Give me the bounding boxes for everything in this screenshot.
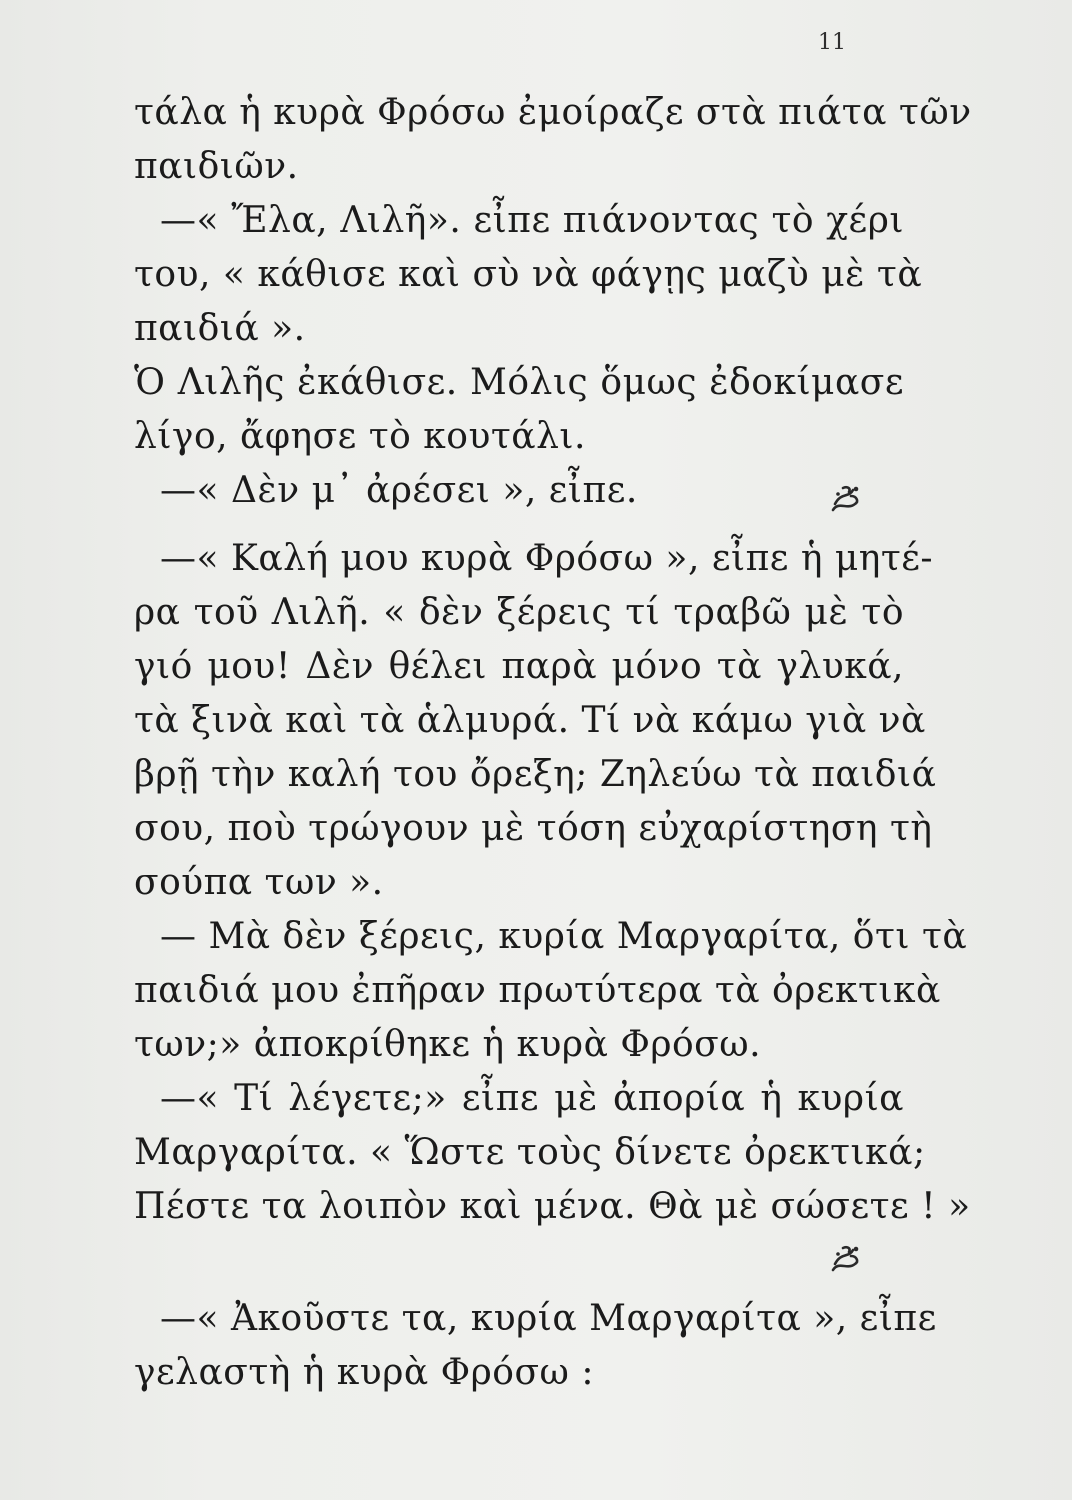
text-line: —« Τί λέγετε;» εἶπε μὲ ἀπορία ἡ κυρία [160, 1078, 904, 1119]
text-line: του, « κάθισε καὶ σὺ νὰ φάγῃς μαζὺ μὲ τὰ [134, 254, 923, 295]
text-line: παιδιά μου ἐπῆραν πρωτύτερα τὰ ὀρεκτικὰ [134, 970, 941, 1011]
text-line: τάλα ἡ κυρὰ Φρόσω ἐμοίραζε στὰ πιάτα τῶν [134, 92, 972, 133]
text-line: σου, ποὺ τρώγουν μὲ τόση εὐχαρίστηση τὴ [134, 808, 933, 849]
text-line: Ὁ Λιλῆς ἐκάθισε. Μόλις ὅμως ἐδοκίμασε [134, 362, 904, 403]
text-line: τὰ ξινὰ καὶ τὰ ἁλμυρά. Τί νὰ κάμω γιὰ νὰ [134, 700, 926, 741]
text-line: — Μὰ δὲν ξέρεις, κυρία Μαργαρίτα, ὅτι τὰ [160, 916, 968, 957]
text-line: —« Καλή μου κυρὰ Φρόσω », εἶπε ἡ μητέ- [160, 538, 934, 579]
text-line: Πέστε τα λοιπὸν καὶ μένα. Θὰ μὲ σώσετε ! » [134, 1186, 971, 1227]
text-line: λίγο, ἄφησε τὸ κουτάλι. [134, 416, 586, 457]
fleuron-ornament-icon [829, 482, 869, 518]
text-line: γελαστὴ ἡ κυρὰ Φρόσω : [134, 1352, 594, 1393]
page-number: 11 [818, 30, 846, 55]
text-line: βρῇ τὴν καλή του ὄρεξη; Ζηλεύω τὰ παιδιά [134, 754, 937, 795]
text-line: Μαργαρίτα. « Ὥστε τοὺς δίνετε ὀρεκτικά; [134, 1132, 926, 1173]
text-line: —« Δὲν μ᾿ ἀρέσει », εἶπε. [160, 470, 638, 511]
text-line: —« Ἀκοῦστε τα, κυρία Μαργαρίτα », εἶπε [160, 1298, 937, 1339]
text-line: των;» ἀποκρίθηκε ἡ κυρὰ Φρόσω. [134, 1024, 762, 1065]
fleuron-ornament-icon [829, 1242, 869, 1278]
text-line: παιδιά ». [134, 308, 306, 349]
text-line: ρα τοῦ Λιλῆ. « δὲν ξέρεις τί τραβῶ μὲ τὸ [134, 592, 904, 633]
text-line: σούπα των ». [134, 862, 384, 903]
text-line: παιδιῶν. [134, 146, 299, 187]
text-line: —« Ἔλα, Λιλῆ». εἶπε πιάνοντας τὸ χέρι [160, 200, 904, 241]
text-line: γιό μου! Δὲν θέλει παρὰ μόνο τὰ γλυκά, [134, 646, 904, 687]
